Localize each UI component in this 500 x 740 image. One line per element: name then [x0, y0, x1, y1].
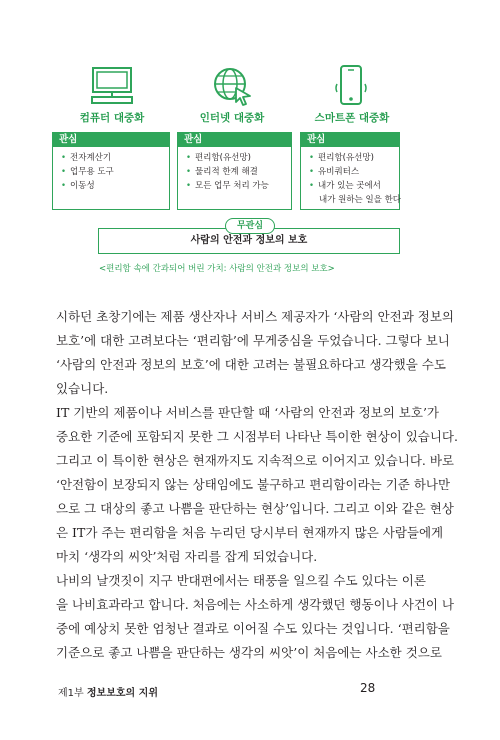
body-line: 은 IT가 주는 편리함을 처음 누리던 당시부터 현재까지 많은 사람들에게 [56, 525, 444, 540]
body-line: 기준으로 좋고 나쁨을 판단하는 생각의 씨앗’이 처음에는 사소한 것으로 [56, 645, 442, 660]
box-header: 관심 [53, 133, 169, 147]
indifference-tag: 무관심 [225, 218, 275, 234]
interest-box-internet [177, 132, 292, 210]
box-header: 관심 [178, 133, 291, 147]
list-item: • 전자계산기 [61, 153, 112, 163]
column-title-smartphone: 스마트폰 대중화 [314, 112, 390, 124]
body-line: 나비의 날갯짓이 지구 반대편에서는 태풍을 일으킬 수도 있다는 이론 [56, 573, 426, 588]
body-line: 을 나비효과라고 합니다. 처음에는 사소하게 생각했던 행동이나 사건이 나 [56, 597, 455, 612]
safety-protection-label: 사람의 안전과 정보의 보호 [190, 235, 308, 246]
figure-caption: <편리함 속에 간과되어 버린 가치: 사람의 안전과 정보의 보호> [99, 264, 335, 274]
box-header: 관심 [301, 133, 399, 147]
body-line: ‘안전함이 보장되지 않는 상태임에도 불구하고 편리함이라는 기준 하나만 [56, 477, 451, 492]
footer-part: 제1부 [58, 688, 84, 699]
interest-box-smartphone [300, 132, 400, 210]
body-line: 마치 ‘생각의 씨앗’처럼 자리를 잡게 되었습니다. [56, 549, 318, 564]
body-line: 그리고 이 특이한 현상은 현재까지도 지속적으로 이어지고 있습니다. 바로 [56, 453, 455, 468]
body-line: IT 기반의 제품이나 서비스를 판단할 때 ‘사람의 안전과 정보의 보호’가 [56, 405, 440, 420]
list-item: • 물리적 한계 해결 [186, 167, 258, 177]
body-line: 중요한 기준에 포함되지 못한 그 시점부터 나타난 특이한 현상이 있습니다. [56, 429, 458, 444]
column-title-computer: 컴퓨터 대중화 [79, 112, 145, 124]
body-line: ‘사람의 안전과 정보의 보호’에 대한 고려는 불필요하다고 생각했을 수도 [56, 357, 446, 372]
globe-cursor-icon [210, 66, 254, 106]
footer-chapter: 정보보호의 지위 [86, 688, 158, 699]
interest-box-computer [52, 132, 170, 210]
computer-icon [90, 66, 134, 106]
page-number: 28 [360, 681, 376, 695]
body-line: 시하던 초창기에는 제품 생산자나 서비스 제공자가 ‘사람의 안전과 정보의 [56, 309, 455, 324]
list-item-continuation: 내가 원하는 일을 한다 [319, 195, 402, 205]
body-line: 으로 그 대상의 좋고 나쁨을 판단하는 현상’입니다. 그리고 이와 같은 현상 [56, 501, 454, 516]
list-item: • 이동성 [61, 181, 95, 191]
list-item: • 업무용 도구 [61, 167, 114, 177]
body-line: 있습니다. [56, 381, 109, 396]
list-item: • 편리함(유선망) [309, 153, 374, 163]
list-item: • 유비쿼터스 [309, 167, 360, 177]
running-footer [58, 684, 158, 699]
body-line: 보호’에 대한 고려보다는 ‘편리함’에 무게중심을 두었습니다. 그렇다 보니 [56, 333, 450, 348]
column-title-internet: 인터넷 대중화 [199, 112, 265, 124]
list-item: • 내가 있는 곳에서 [309, 181, 381, 191]
smartphone-icon [333, 64, 369, 108]
body-line: 중에 예상치 못한 엄청난 결과로 이어질 수도 있다는 것입니다. ‘편리함을 [56, 621, 450, 636]
list-item: • 편리함(유선망) [186, 153, 251, 163]
list-item: • 모든 업무 처리 가능 [186, 181, 269, 191]
